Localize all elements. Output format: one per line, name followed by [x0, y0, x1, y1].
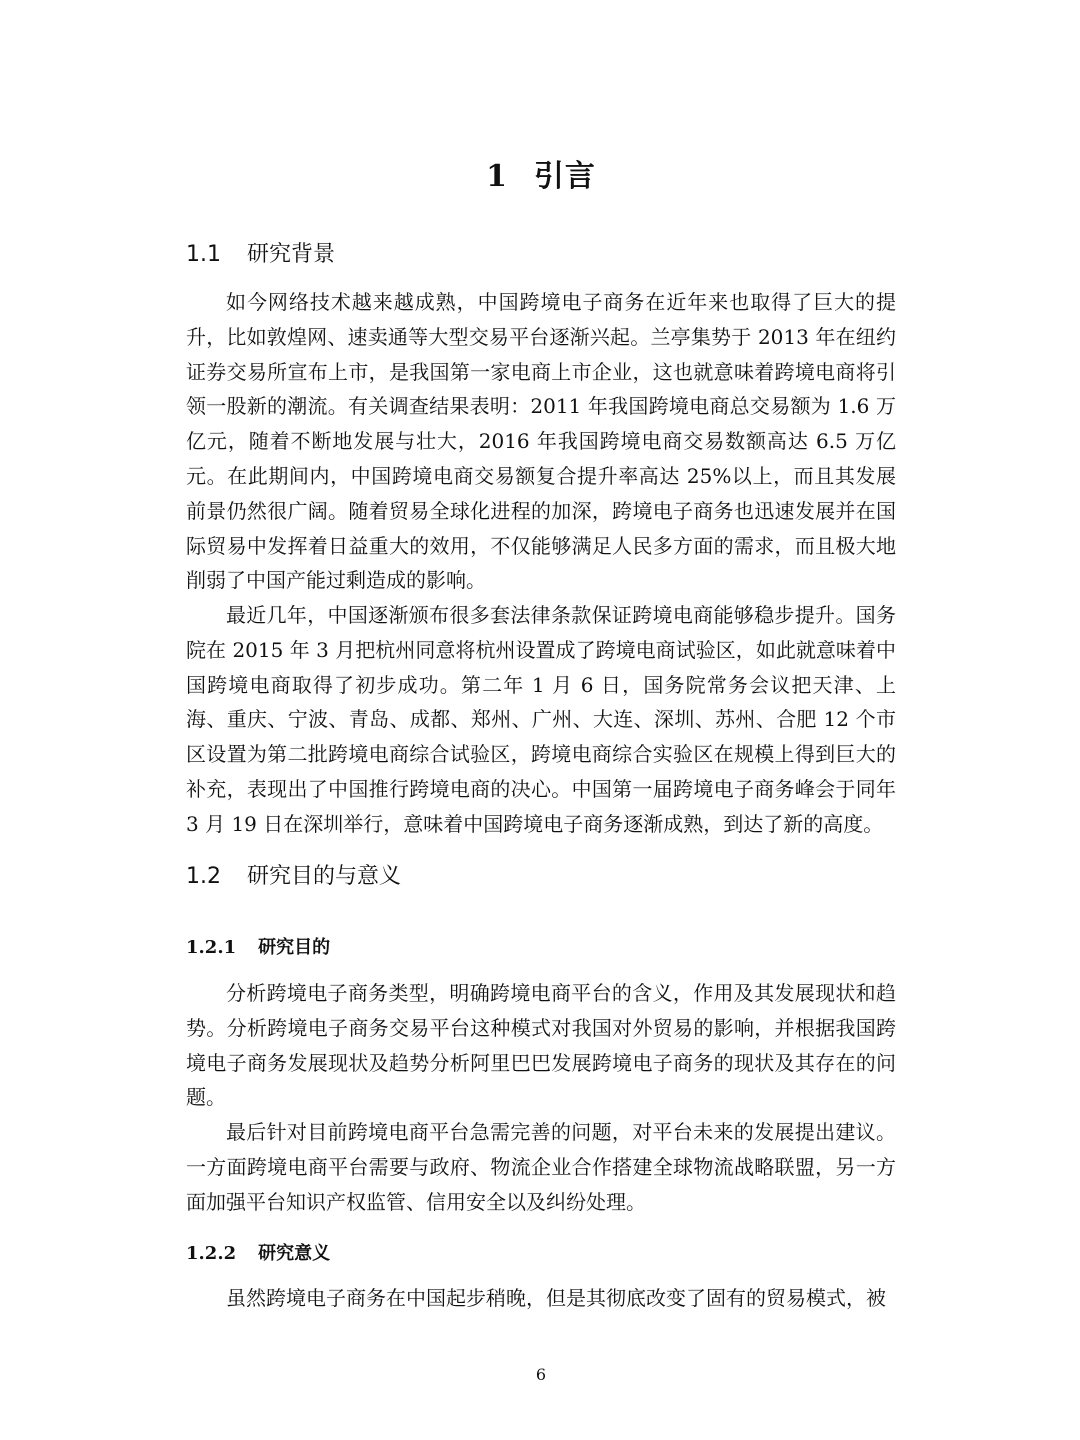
- section-heading-1-2: [186, 860, 401, 894]
- section-title: 研究目的与意义: [247, 864, 402, 889]
- paragraph: 虽然跨境电子商务在中国起步稍晚，但是其彻底改变了固有的贸易模式，被: [226, 1286, 886, 1310]
- subsection-heading-1-2-2: [186, 1239, 330, 1269]
- paragraph: 如今网络技术越来越成熟，中国跨境电子商务在近年来也取得了巨大的提升，比如敦煌网、速卖通等大型交易平台逐渐兴起。兰亭集势于 2013 年在纽约证券交易所宣布上市，是我国第一家电商上市企业，这也就意味着跨境电商将引领一股新的潮流。有关调查结果表明：2011 年我国跨境电商总交易额为 1.6 万亿元，随着不断地发展与壮大，2016 年我国跨境电商交易数额高达 6.5 万亿元。在此期间内，中国跨境电商交易额复合提升率高达 25%以上，而且其发展前景仍然很广阔。随着贸易全球化进程的加深，跨境电子商务也迅速发展并在国际贸易中发挥着日益重大的效用，不仅能够满足人民多方面的需求，而且极大地削弱了中国产能过剩造成的影响。: [186, 290, 896, 593]
- paragraph: 分析跨境电子商务类型，明确跨境电商平台的含义，作用及其发展现状和趋势。分析跨境电子商务交易平台这种模式对我国对外贸易的影响，并根据我国跨境电子商务发展现状及趋势分析阿里巴巴发展跨境电子商务的现状及其存在的问题。: [186, 981, 896, 1110]
- paragraph: 最近几年，中国逐渐颁布很多套法律条款保证跨境电商能够稳步提升。国务院在 2015 年 3 月把杭州同意将杭州设置成了跨境电商试验区，如此就意味着中国跨境电商取得了初步成功。第二年 1 月 6 日，国务院常务会议把天津、上海、重庆、宁波、青岛、成都、郑州、广州、大连、深圳、苏州、合肥 12 个市区设置为第二批跨境电商综合试验区，跨境电商综合实验区在规模上得到巨大的补充，表现出了中国推行跨境电商的决心。中国第一届跨境电子商务峰会于同年 3 月 19 日在深圳举行，意味着中国跨境电子商务逐渐成熟，到达了新的高度。: [186, 603, 896, 836]
- section-title: 研究背景: [247, 242, 336, 267]
- paragraph: 最后针对目前跨境电商平台急需完善的问题，对平台未来的发展提出建议。一方面跨境电商平台需要与政府、物流企业合作搭建全球物流战略联盟，另一方面加强平台知识产权监管、信用安全以及纠纷处理。: [186, 1120, 896, 1214]
- section-heading-1-1: [186, 238, 335, 272]
- subsection-number: 1.2.1: [186, 937, 237, 958]
- chapter-title-text: 引言: [533, 159, 596, 194]
- subsection-number: 1.2.2: [186, 1243, 237, 1264]
- subsection-title: 研究目的: [258, 937, 331, 958]
- page-number: 6: [535, 1365, 547, 1384]
- subsection-title: 研究意义: [258, 1243, 331, 1264]
- subsection-heading-1-2-1: [186, 933, 330, 963]
- chapter-number: 1: [486, 159, 508, 194]
- section-number: 1.2: [186, 864, 221, 889]
- chapter-title: [186, 150, 896, 204]
- document-page: [186, 0, 896, 1440]
- section-number: 1.1: [186, 242, 221, 267]
